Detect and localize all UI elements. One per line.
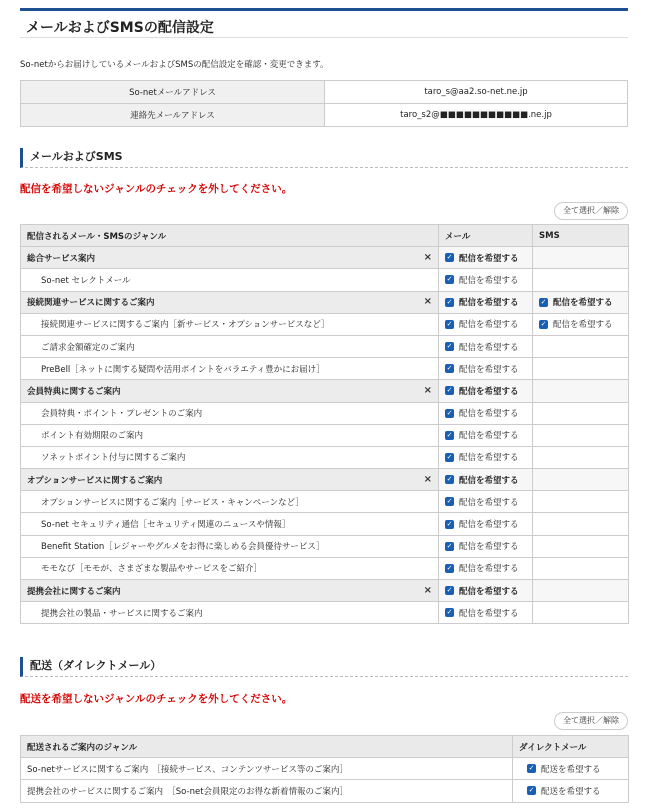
genre-name: 会員特典に関するご案内 <box>27 386 121 397</box>
category-row <box>21 580 629 602</box>
dm-select-all-button[interactable]: 全て選択／解除 <box>554 712 628 730</box>
checkmark-icon: ✓ <box>446 364 453 373</box>
dm-warning: 配送を希望しないジャンルのチェックを外してください。 <box>20 693 293 705</box>
genre-name: ソネットポイント付与に関するご案内 <box>41 453 186 464</box>
address-row <box>21 81 628 104</box>
category-row <box>21 247 629 269</box>
genre-row <box>21 269 629 291</box>
dm-checkbox[interactable] <box>527 785 601 797</box>
mail-checkbox-label: 配信を希望する <box>459 453 519 464</box>
genre-name: PreBell［ネットに関する疑問や活用ポイントをバラエティ豊かにお届け］ <box>41 364 325 375</box>
dm-cell <box>513 780 629 802</box>
sms-cell <box>533 491 629 513</box>
genre-name: オプションサービスに関するご案内 <box>27 475 163 486</box>
category-row <box>21 380 629 402</box>
genre-name: オプションサービスに関するご案内［サービス・キャンペーンなど］ <box>41 497 304 508</box>
category-row <box>21 469 629 491</box>
mail-checkbox[interactable] <box>445 607 519 619</box>
mail-checkbox-label: 配信を希望する <box>459 298 519 309</box>
checkmark-icon: ✓ <box>446 563 453 572</box>
col-header-dm-genre: 配送されるご案内のジャンル <box>21 736 513 758</box>
sms-cell <box>533 580 629 602</box>
mail-cell <box>439 535 533 557</box>
genre-name: Benefit Station［レジャーやグルメをお得に楽しめる会員優待サービス］ <box>41 542 325 553</box>
dm-cell <box>513 758 629 780</box>
sms-checkbox[interactable] <box>539 296 613 308</box>
genre-row <box>21 513 629 535</box>
mail-section-heading: メールおよびSMS <box>20 148 628 168</box>
mail-cell <box>439 269 533 291</box>
mail-checkbox[interactable] <box>445 429 519 441</box>
mail-checkbox-label: 配信を希望する <box>459 564 519 575</box>
mail-cell <box>439 335 533 357</box>
checkmark-icon: ✓ <box>446 452 453 461</box>
genre-row <box>21 491 629 513</box>
close-icon[interactable]: × <box>423 296 432 308</box>
sms-cell <box>533 513 629 535</box>
mail-checkbox[interactable] <box>445 585 519 597</box>
sms-cell <box>533 557 629 579</box>
dm-checkbox[interactable] <box>527 763 601 775</box>
checkmark-icon: ✓ <box>446 342 453 351</box>
genre-name-cell <box>21 358 439 380</box>
mail-checkbox-label: 配信を希望する <box>459 497 519 508</box>
genre-row <box>21 446 629 468</box>
address-table <box>20 80 628 127</box>
sms-cell <box>533 469 629 491</box>
checkmark-icon: ✓ <box>446 541 453 550</box>
genre-name-cell <box>21 402 439 424</box>
sms-cell <box>533 446 629 468</box>
sms-cell <box>533 291 629 313</box>
mail-checkbox[interactable] <box>445 318 519 330</box>
mail-checkbox-label: 配信を希望する <box>459 409 519 420</box>
sms-cell <box>533 358 629 380</box>
checkmark-icon: ✓ <box>540 297 547 306</box>
col-header-sms: SMS <box>533 225 629 247</box>
genre-name: 会員特典・ポイント・プレゼントのご案内 <box>41 409 203 420</box>
genre-name-cell <box>21 313 439 335</box>
genre-name-cell <box>21 446 439 468</box>
dm-genre-name: 提携会社のサービスに関するご案内 ［So-net会員限定のお得な新着情報のご案内］ <box>21 780 513 802</box>
genre-name-cell <box>21 424 439 446</box>
intro-text: So-netからお届けしているメールおよびSMSの配信設定を確認・変更できます。 <box>20 60 329 70</box>
checkmark-icon: ✓ <box>446 497 453 506</box>
mail-genre-table <box>20 224 629 624</box>
genre-name-cell <box>21 557 439 579</box>
genre-name-cell <box>21 513 439 535</box>
mail-checkbox[interactable] <box>445 518 519 530</box>
sms-cell <box>533 380 629 402</box>
mail-checkbox[interactable] <box>445 496 519 508</box>
mail-checkbox[interactable] <box>445 341 519 353</box>
mail-checkbox-label: 配信を希望する <box>459 275 519 286</box>
mail-cell <box>439 358 533 380</box>
mail-cell <box>439 580 533 602</box>
checkmark-icon: ✓ <box>446 519 453 528</box>
mail-warning: 配信を希望しないジャンルのチェックを外してください。 <box>20 183 293 195</box>
sms-cell <box>533 602 629 624</box>
close-icon[interactable]: × <box>423 251 432 263</box>
sms-cell <box>533 535 629 557</box>
close-icon[interactable]: × <box>423 384 432 396</box>
genre-name: So-net セレクトメール <box>41 275 131 286</box>
genre-name-cell <box>21 380 439 402</box>
genre-name-cell <box>21 269 439 291</box>
mail-cell <box>439 557 533 579</box>
genre-row <box>21 535 629 557</box>
mail-cell <box>439 469 533 491</box>
mail-checkbox[interactable] <box>445 562 519 574</box>
col-header-dm: ダイレクトメール <box>513 736 629 758</box>
genre-name: ポイント有効期限のご案内 <box>41 431 144 442</box>
mail-select-all-button[interactable]: 全て選択／解除 <box>554 202 628 220</box>
genre-name: So-net セキュリティ通信［セキュリティ関連のニュースや情報］ <box>41 520 291 531</box>
mail-checkbox[interactable] <box>445 407 519 419</box>
checkmark-icon: ✓ <box>446 475 453 484</box>
mail-checkbox-label: 配信を希望する <box>459 253 519 264</box>
sms-cell <box>533 424 629 446</box>
mail-checkbox-label: 配信を希望する <box>459 364 519 375</box>
genre-row <box>21 602 629 624</box>
genre-name: 接続関連サービスに関するご案内［新サービス・オプションサービスなど］ <box>41 320 330 331</box>
sms-cell <box>533 269 629 291</box>
mail-checkbox-label: 配信を希望する <box>459 542 519 553</box>
mail-checkbox-label: 配信を希望する <box>459 431 519 442</box>
mail-checkbox-label: 配信を希望する <box>459 608 519 619</box>
genre-name-cell <box>21 247 439 269</box>
mail-cell <box>439 602 533 624</box>
genre-name-cell <box>21 469 439 491</box>
page-title: メールおよびSMSの配信設定 <box>20 8 628 38</box>
genre-row <box>21 557 629 579</box>
mail-cell <box>439 291 533 313</box>
mail-checkbox-label: 配信を希望する <box>459 320 519 331</box>
checkmark-icon: ✓ <box>446 408 453 417</box>
mail-cell <box>439 513 533 535</box>
address-value: taro_s@aa2.so-net.ne.jp <box>325 81 628 104</box>
category-row <box>21 291 629 313</box>
checkmark-icon: ✓ <box>446 386 453 395</box>
genre-name: モモなび［モモが、さまざまな製品やサービスをご紹介］ <box>41 564 263 575</box>
sms-cell <box>533 335 629 357</box>
genre-name-cell <box>21 580 439 602</box>
mail-cell <box>439 402 533 424</box>
col-header-mail: メール <box>439 225 533 247</box>
close-icon[interactable]: × <box>423 473 432 485</box>
dm-genre-row <box>21 758 629 780</box>
genre-name: 総合サービス案内 <box>27 253 96 264</box>
mail-cell <box>439 380 533 402</box>
mail-checkbox-label: 配信を希望する <box>459 520 519 531</box>
sms-cell <box>533 247 629 269</box>
mail-checkbox[interactable] <box>445 385 519 397</box>
address-label: So-netメールアドレス <box>21 81 325 104</box>
address-label: 連絡先メールアドレス <box>21 104 325 127</box>
genre-name-cell <box>21 535 439 557</box>
mail-checkbox[interactable] <box>445 540 519 552</box>
genre-name-cell <box>21 335 439 357</box>
mail-cell <box>439 446 533 468</box>
genre-row <box>21 358 629 380</box>
checkmark-icon: ✓ <box>446 297 453 306</box>
mail-checkbox[interactable] <box>445 252 519 264</box>
checkmark-icon: ✓ <box>446 275 453 284</box>
col-header-genre: 配信されるメール・SMSのジャンル <box>21 225 439 247</box>
sms-checkbox-label: 配信を希望する <box>553 298 613 309</box>
mail-checkbox[interactable] <box>445 363 519 375</box>
sms-checkbox[interactable] <box>539 318 613 330</box>
genre-name: 提携会社に関するご案内 <box>27 586 121 597</box>
dm-genre-row <box>21 780 629 802</box>
mail-checkbox[interactable] <box>445 274 519 286</box>
mail-checkbox-label: 配信を希望する <box>459 586 519 597</box>
mail-checkbox-label: 配信を希望する <box>459 342 519 353</box>
mail-checkbox-label: 配信を希望する <box>459 386 519 397</box>
genre-name: ご請求金額確定のご案内 <box>41 342 135 353</box>
mail-cell <box>439 491 533 513</box>
checkmark-icon: ✓ <box>540 319 547 328</box>
close-icon[interactable]: × <box>423 584 432 596</box>
genre-name-cell <box>21 491 439 513</box>
genre-name: 接続関連サービスに関するご案内 <box>27 298 155 309</box>
dm-checkbox-label: 配送を希望する <box>541 786 601 797</box>
genre-name-cell <box>21 602 439 624</box>
checkmark-icon: ✓ <box>446 586 453 595</box>
mail-checkbox[interactable] <box>445 451 519 463</box>
dm-genre-table <box>20 735 629 803</box>
mail-checkbox-label: 配信を希望する <box>459 475 519 486</box>
genre-row <box>21 313 629 335</box>
checkmark-icon: ✓ <box>528 786 535 795</box>
mail-checkbox[interactable] <box>445 296 519 308</box>
genre-name: 提携会社の製品・サービスに関するご案内 <box>41 608 203 619</box>
sms-cell <box>533 313 629 335</box>
address-row <box>21 104 628 127</box>
sms-cell <box>533 402 629 424</box>
sms-checkbox-label: 配信を希望する <box>553 320 613 331</box>
mail-cell <box>439 313 533 335</box>
address-value: taro_s2@■■■■■■■■■■■.ne.jp <box>325 104 628 127</box>
checkmark-icon: ✓ <box>528 764 535 773</box>
mail-cell <box>439 247 533 269</box>
mail-cell <box>439 424 533 446</box>
dm-genre-name: So-netサービスに関するご案内 ［接続サービス、コンテンツサービス等のご案内］ <box>21 758 513 780</box>
genre-name-cell <box>21 291 439 313</box>
genre-row <box>21 335 629 357</box>
mail-checkbox[interactable] <box>445 474 519 486</box>
checkmark-icon: ✓ <box>446 253 453 262</box>
genre-row <box>21 402 629 424</box>
checkmark-icon: ✓ <box>446 319 453 328</box>
genre-row <box>21 424 629 446</box>
dm-checkbox-label: 配送を希望する <box>541 764 601 775</box>
dm-section-heading: 配送（ダイレクトメール） <box>20 657 628 677</box>
checkmark-icon: ✓ <box>446 608 453 617</box>
checkmark-icon: ✓ <box>446 430 453 439</box>
